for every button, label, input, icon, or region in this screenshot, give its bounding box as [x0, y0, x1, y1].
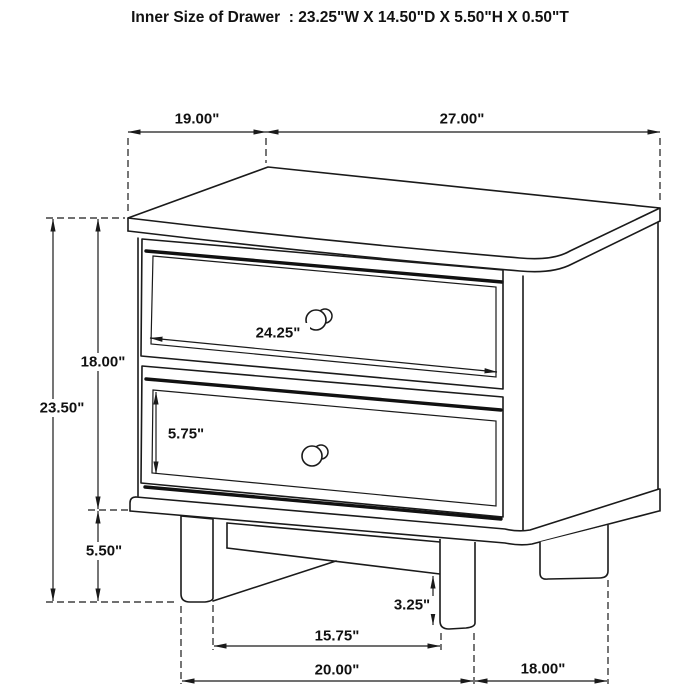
dim-label-leg-height: 5.50": [85, 542, 123, 560]
dim-drawer-front-height: [156, 392, 211, 474]
top-shadow-line: [146, 251, 502, 282]
drawer-top: [141, 239, 503, 389]
stretcher-top-edge: [227, 523, 440, 542]
dim-leg-height: [79, 511, 131, 601]
dim-label-body-height: 18.00": [80, 353, 126, 371]
dim-label-drawer-front-height: 5.75": [167, 425, 205, 443]
dim-label-overall-height: 23.50": [39, 399, 85, 417]
dim-label-top-depth: 19.00": [174, 110, 220, 128]
dim-base-clearance: [386, 576, 438, 625]
diagram-title: Inner Size of Drawer : 23.25"W X 14.50"D X 5.50"H X 0.50"T: [131, 9, 569, 26]
dim-label-front-feet-span: 20.00": [314, 661, 360, 679]
dimension-line: [150, 338, 497, 372]
cross-brace: [213, 561, 336, 601]
front-left-leg: [181, 516, 213, 602]
drawer-bottom-knob: [302, 446, 322, 466]
dim-label-base-clearance: 3.25": [393, 596, 431, 614]
dim-front-feet-span: [181, 606, 474, 684]
cabinet-body: [138, 222, 658, 530]
dim-label-side-feet-span: 18.00": [520, 660, 566, 678]
dim-side-feet-span: [475, 580, 608, 684]
dim-top-depth: [128, 111, 266, 213]
dim-body-height: [73, 219, 133, 510]
dim-label-drawer-width: 24.25": [255, 324, 301, 342]
front-right-leg: [440, 539, 475, 629]
dim-label-legs-inner-span: 15.75": [314, 627, 360, 645]
dim-top-width: [266, 111, 660, 204]
dim-drawer-width: [150, 323, 497, 372]
dim-label-top-width: 27.00": [439, 110, 485, 128]
